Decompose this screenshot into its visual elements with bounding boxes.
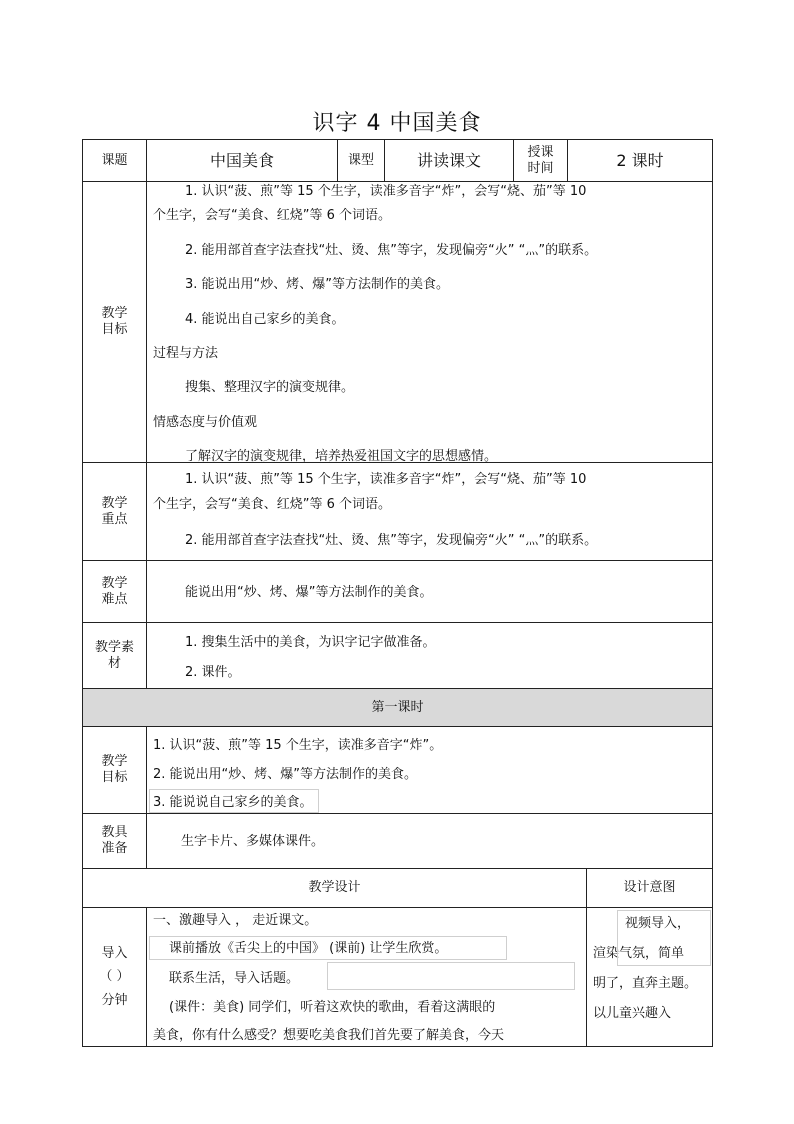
lesson-objectives-content	[146, 726, 713, 814]
type-value: 讲读课文	[384, 139, 514, 182]
time-value: 2 课时	[567, 139, 713, 182]
highlight-box	[617, 910, 711, 966]
topic-value: 中国美食	[146, 139, 338, 182]
lesson-objective-line: 2. 能说出用“炒、烤、爆”等方法制作的美食。	[153, 767, 418, 782]
key-points-label-line-1: 教学	[101, 495, 128, 511]
intent-line: 渲染气氛，简单	[593, 946, 685, 961]
objectives-label-line-1: 教学	[101, 306, 128, 322]
intro-label	[82, 907, 147, 1047]
highlight-box	[327, 962, 575, 990]
difficulties-label-line-1: 教学	[101, 575, 128, 591]
key-points-label	[82, 462, 147, 561]
highlight-box	[149, 936, 507, 960]
materials-content	[146, 622, 713, 689]
key-point-line: 2. 能用部首查字法查找“灶、烫、焦”等字，发现偏旁“火” “灬”的联系。	[185, 533, 598, 548]
key-points-label-line-2: 重点	[101, 511, 128, 527]
process-heading: 过程与方法	[153, 346, 219, 361]
lesson-objectives-label-line-2: 目标	[101, 770, 128, 785]
intro-label-line-2: （ ）	[99, 969, 130, 985]
tools-label-line-1: 教具	[101, 825, 128, 841]
objective-line: 1. 认识“菠、煎”等 15 个生字，读准多音字“炸”，会写“烧、茄”等 10	[185, 184, 587, 199]
difficulty-line: 能说出用“炒、烤、爆”等方法制作的美食。	[185, 585, 433, 600]
materials-label-line-1: 教学素	[94, 639, 134, 655]
objectives-content	[146, 181, 713, 463]
difficulties-content	[146, 560, 713, 623]
intent-line: 以儿童兴趣入	[593, 1006, 672, 1021]
key-point-line: 个生字，会写“美食、红烧”等 6 个词语。	[153, 497, 392, 512]
intro-line: (课件：美食) 同学们，听着这欢快的歌曲，看着这满眼的	[169, 1000, 496, 1015]
difficulties-label	[82, 560, 147, 623]
intro-line: 一、激趣导入 ， 走近课文。	[153, 913, 318, 928]
emotion-heading: 情感态度与价值观	[153, 415, 258, 430]
time-label	[513, 139, 568, 182]
key-point-line: 1. 认识“菠、煎”等 15 个生字，读准多音字“炸”，会写“烧、茄”等 10	[185, 472, 587, 487]
intro-content	[146, 907, 587, 1047]
material-line: 1. 搜集生活中的美食，为识字记字做准备。	[185, 635, 436, 650]
design-header: 教学设计	[82, 868, 587, 908]
objective-line: 了解汉字的演变规律，培养热爱祖国文字的思想感情。	[185, 449, 498, 464]
material-line: 2. 课件。	[185, 665, 241, 680]
first-lesson-banner: 第一课时	[82, 688, 713, 727]
type-label: 课型	[337, 139, 385, 182]
tools-label-line-2: 准备	[101, 841, 128, 856]
lesson-plan-table	[82, 139, 713, 1124]
topic-label: 课题	[82, 139, 147, 182]
intro-line: 课前播放《舌尖上的中国》 (课前) 让学生欣赏。	[169, 941, 448, 956]
intent-line: 视频导入，	[625, 916, 691, 931]
intro-intent	[586, 907, 713, 1047]
difficulties-label-line-2: 难点	[101, 591, 128, 607]
page-title: 识字 4 中国美食	[312, 111, 482, 136]
lesson-objective-line: 1. 认识“菠、煎”等 15 个生字，读准多音字“炸”。	[153, 738, 443, 753]
intent-line: 明了，直奔主题。	[593, 976, 698, 991]
key-points-content	[146, 462, 713, 561]
objective-line: 4. 能说出自己家乡的美食。	[185, 312, 345, 327]
intro-label-line-1: 导入	[101, 945, 128, 961]
design-intent-header: 设计意图	[586, 868, 713, 908]
highlight-box	[149, 789, 319, 813]
objective-line: 个生字，会写“美食、红烧”等 6 个词语。	[153, 208, 392, 223]
materials-label-line-2: 材	[107, 655, 121, 671]
time-label-line-2: 时间	[527, 160, 554, 176]
tools-content	[146, 813, 713, 869]
intro-label-line-3: 分钟	[101, 992, 128, 1008]
objective-line: 搜集、整理汉字的演变规律。	[185, 380, 355, 395]
objectives-label	[82, 181, 147, 463]
materials-label	[82, 622, 147, 689]
lesson-objectives-label	[82, 726, 147, 814]
tools-label	[82, 813, 147, 869]
objectives-label-line-2: 目标	[101, 322, 128, 337]
intro-line: 联系生活，导入话题。	[169, 971, 300, 986]
objective-line: 2. 能用部首查字法查找“灶、烫、焦”等字，发现偏旁“火” “灬”的联系。	[185, 243, 598, 258]
lesson-objective-line: 3. 能说说自己家乡的美食。	[153, 795, 313, 810]
lesson-objectives-label-line-1: 教学	[101, 754, 128, 770]
tools-line: 生字卡片、多媒体课件。	[181, 834, 325, 849]
time-label-line-1: 授课	[527, 144, 554, 160]
objective-line: 3. 能说出用“炒、烤、爆”等方法制作的美食。	[185, 277, 450, 292]
intro-line: 美食，你有什么感受？想要吃美食我们首先要了解美食，今天	[153, 1028, 505, 1043]
